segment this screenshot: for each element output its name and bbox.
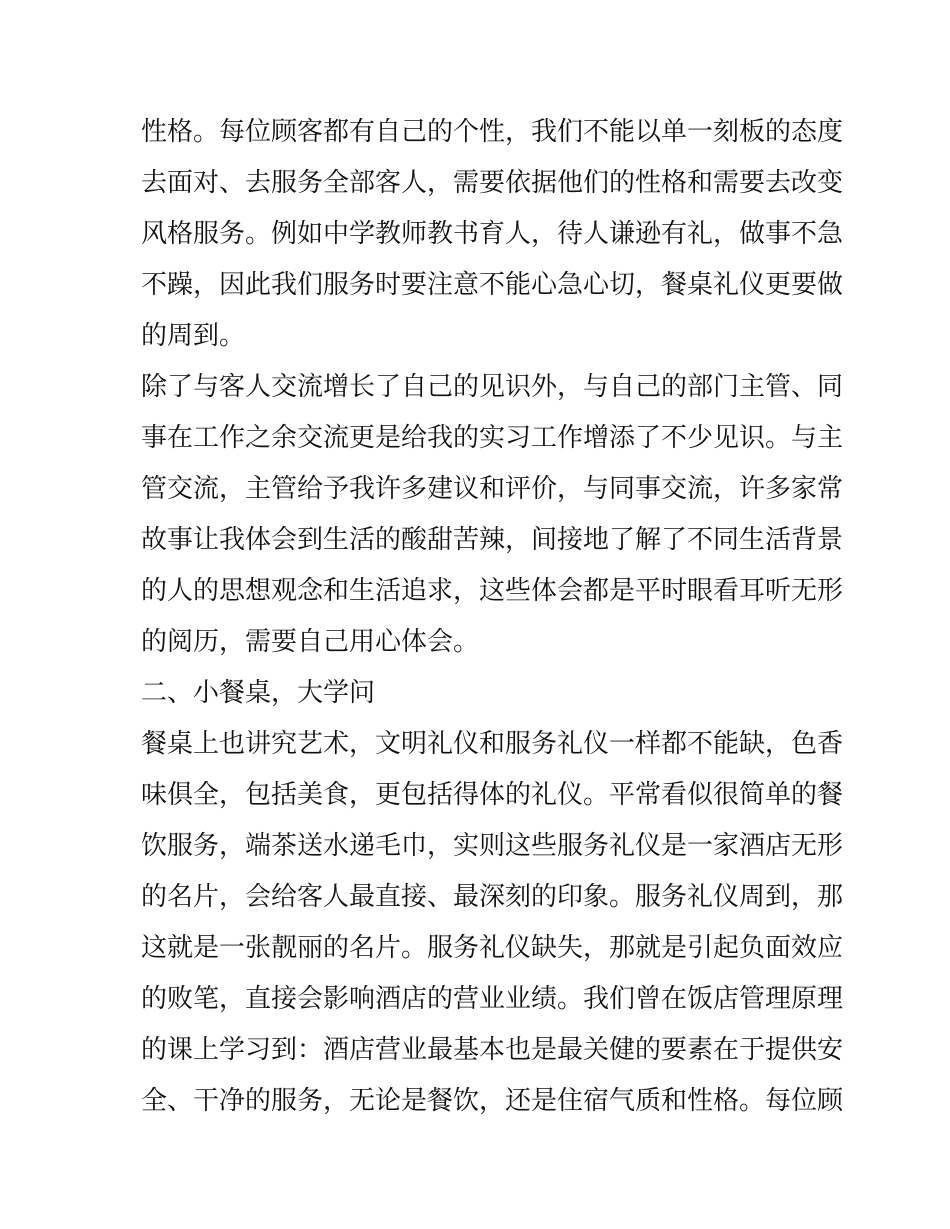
text-line: 管交流，主管给予我许多建议和评价，与同事交流，许多家常 (141, 474, 844, 504)
text-line: 事在工作之余交流更是给我的实习工作增添了不少见识。与主 (141, 423, 844, 453)
text-line: 的阅历，需要自己用心体会。 (141, 627, 480, 657)
text-line: 风格服务。例如中学教师教书育人，待人谦逊有礼，做事不急 (141, 219, 844, 249)
text-line: 餐桌上也讲究艺术，文明礼仪和服务礼仪一样都不能缺，色香 (141, 729, 844, 759)
section-heading: 二、小餐桌，大学问 (141, 678, 376, 708)
text-line: 饮服务，端茶送水递毛巾，实则这些服务礼仪是一家酒店无形 (141, 831, 844, 861)
text-line: 味俱全，包括美食，更包括得体的礼仪。平常看似很简单的餐 (141, 780, 844, 810)
text-line: 的周到。 (141, 321, 246, 351)
text-line: 不躁，因此我们服务时要注意不能心急心切，餐桌礼仪更要做 (141, 270, 844, 300)
text-line: 的课上学习到：酒店营业最基本也是最关健的要素在于提供安 (141, 1035, 844, 1065)
text-line: 这就是一张靓丽的名片。服务礼仪缺失，那就是引起负面效应 (141, 933, 844, 963)
text-line: 去面对、去服务全部客人，需要依据他们的性格和需要去改变 (141, 168, 844, 198)
text-line: 的人的思想观念和生活追求，这些体会都是平时眼看耳听无形 (141, 576, 844, 606)
text-line: 全、干净的服务，无论是餐饮，还是住宿气质和性格。每位顾 (141, 1086, 844, 1116)
text-line: 性格。每位顾客都有自己的个性，我们不能以单一刻板的态度 (141, 117, 844, 147)
text-line: 的败笔，直接会影响酒店的营业业绩。我们曾在饭店管理原理 (141, 984, 844, 1014)
body-text (141, 107, 844, 1127)
text-line: 的名片，会给客人最直接、最深刻的印象。服务礼仪周到，那 (141, 882, 844, 912)
text-line: 故事让我体会到生活的酸甜苦辣，间接地了解了不同生活背景 (141, 525, 844, 555)
text-line: 除了与客人交流增长了自己的见识外，与自己的部门主管、同 (141, 372, 844, 402)
